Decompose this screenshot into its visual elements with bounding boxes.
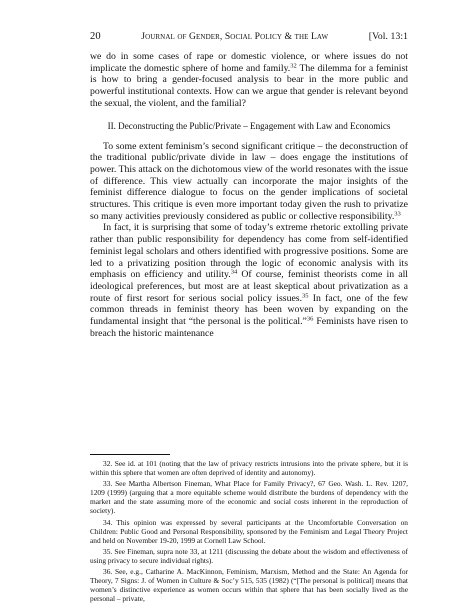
paragraph-1-text: we do in some cases of rape or domestic violence, or where issues do not implicate the domestic sphere of home and family.	[90, 51, 408, 74]
paragraph-3	[90, 222, 408, 339]
journal-title: Journal of Gender, Social Policy & the Law	[141, 31, 329, 42]
footnote-ref-35[interactable]: 35	[302, 292, 309, 300]
footnote-ref-34[interactable]: 34	[230, 268, 238, 276]
footnote-number: 33.	[103, 479, 113, 489]
footnote-divider	[90, 454, 170, 455]
footnote-text: See Fineman, supra note 33, at 1211 (discussing the debate about the wisdom and effectiveness of using privacy to secure individual rights).	[90, 547, 408, 566]
footnote-text: See, e.g., Catharine A. MacKinnon, Feminism, Marxism, Method and the State: An Agenda for Theory, 7 Signs: J. of Women in Culture & Soc’y 515, 535 (1982) (“[The personal is political] means that women’s distinctive experience as women occurs within that sphere that has been socially lived as the personal – private,	[90, 567, 408, 604]
page-number: 20	[90, 31, 101, 42]
paragraph-3-text-d: Feminists have risen to breach the historic maintenance	[90, 316, 408, 339]
paragraph-2	[90, 141, 408, 223]
footnote-35	[90, 548, 408, 566]
running-header	[90, 31, 408, 42]
paragraph-3-text-a: In fact, it is surprising that some of today’s extreme rhetoric extolling private rather than public responsibility for dependency has come from self-identified feminist legal scholars and others identified with progressive positions. Some are led to a privatizing position through the logic of economic analysis with its emphasis on efficiency and utility.	[90, 222, 408, 281]
footnote-ref-32[interactable]: 32	[290, 62, 297, 70]
footnotes-section	[90, 460, 408, 604]
footnote-ref-33[interactable]: 33	[394, 210, 401, 218]
footnote-text: This opinion was expressed by several participants at the Uncomfortable Conversation on Children: Public Good and Personal Responsibility, sponsored by the Feminism and Legal Theory Project and held on November 19-20, 1999 at Cornell Law School.	[90, 517, 408, 545]
paragraph-3-text-c: In fact, one of the few common threads in feminist theory has been woven by expanding on the fundamental insight that “the personal is the political.”	[90, 292, 408, 328]
paragraph-3-text-b: Of course, feminist theorists come in all ideological preferences, but most are at least skeptical about privatization as a route of first resort for serious social policy issues.	[90, 269, 409, 304]
footnote-33	[90, 480, 408, 516]
footnote-text: See Martha Albertson Fineman, What Place for Family Privacy?, 67 Geo. Wash. L. Rev. 1207, 1209 (1999) (arguing that a more equitable scheme would distribute the burdens of dependency with the market and the state assuming more of the economic and social costs inherent in the reproduction of society).	[90, 479, 408, 516]
section-heading: II. Deconstructing the Public/Private – Engagement with Law and Economics	[107, 120, 391, 131]
footnote-number: 32.	[103, 459, 113, 468]
paragraph-1	[90, 51, 408, 110]
footnote-34	[90, 519, 408, 546]
footnote-number: 36.	[103, 567, 113, 577]
footnote-text: See id. at 101 (noting that the law of privacy restricts intrusions into the private sphere, but it is within this sphere that women are often deprived of identity and autonomy).	[90, 459, 408, 477]
paragraph-1-text-b: The dilemma for a feminist is how to bring a gender-focused analysis to bear in the more public and powerful institutional contexts. How can we argue that gender is relevant beyond the sexual, the violent, and the familial?	[90, 62, 408, 109]
footnote-ref-36[interactable]: 36	[306, 315, 314, 323]
paragraph-2-text: To some extent feminism’s second significant critique – the deconstruction of the traditional public/private divide in law – does engage the institutions of power. This attack on the dichotomous view of the world resonates with the issue of difference. This view actually can incorporate the major insights of the feminist difference dialogue to focus on the gender implications of societal structures. This critique is even more important today given the rush to privatize so many activities previously considered as public or collective responsibility.	[90, 140, 408, 222]
footnote-32	[90, 460, 408, 478]
volume-label: [Vol. 13:1	[368, 31, 408, 42]
footnote-number: 34.	[103, 517, 113, 527]
footnote-number: 35.	[103, 547, 113, 557]
main-text	[90, 51, 408, 339]
